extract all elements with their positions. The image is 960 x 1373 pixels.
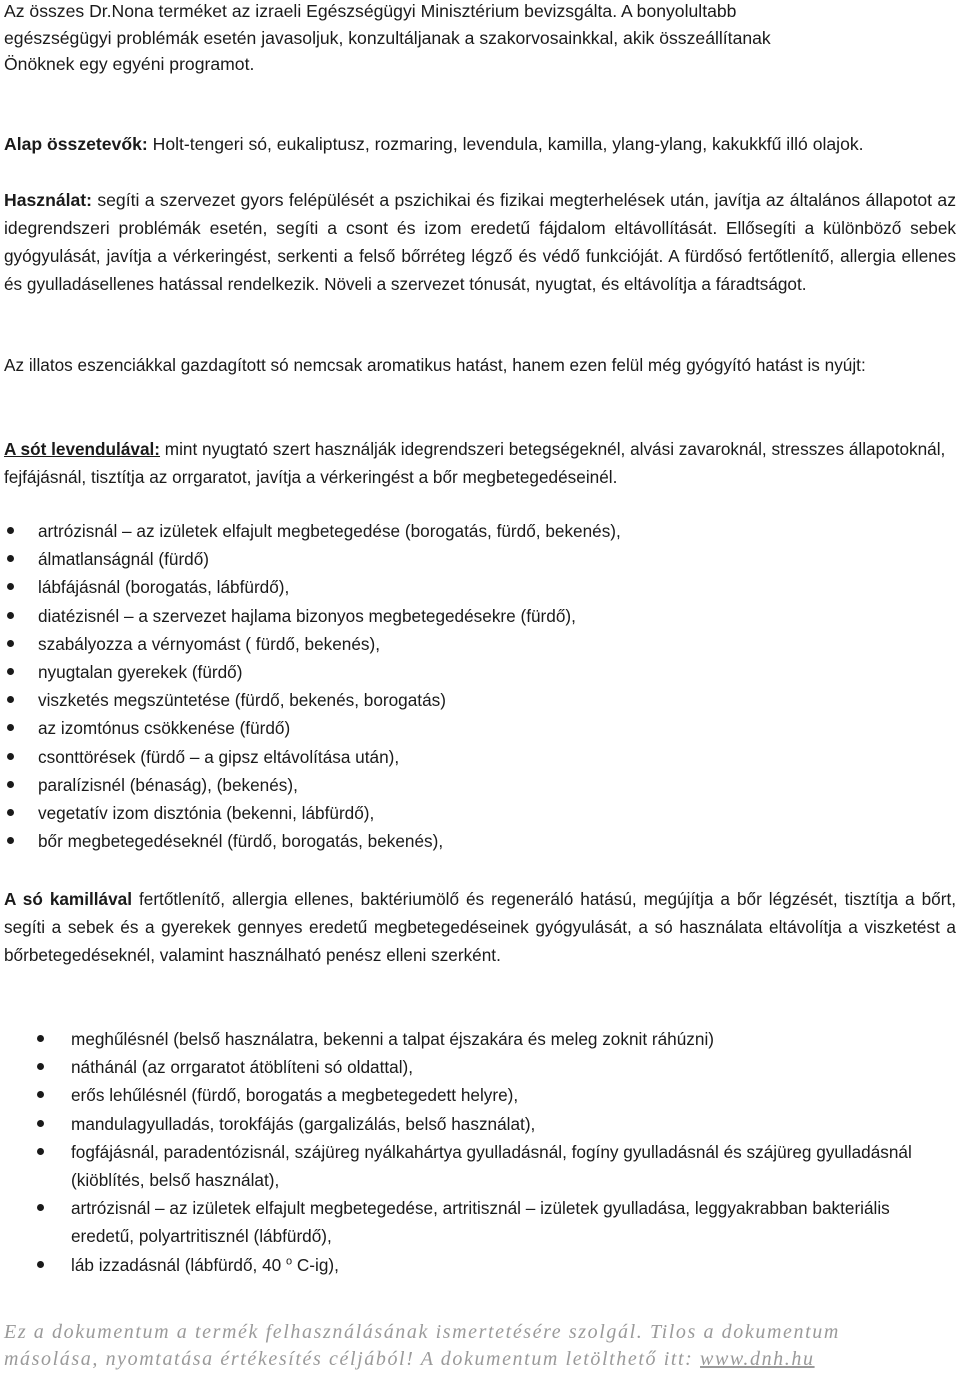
list-item: fogfájásnál, paradentózisnál, szájüreg nyálkahártya gyulladásnál, fogíny gyulladásnál és szájüreg gyulladásnál (kiöblítés, belső használat), bbox=[4, 1138, 956, 1194]
bullet-icon bbox=[37, 1261, 44, 1268]
bullet-icon bbox=[37, 1204, 44, 1211]
ingredients-text: Holt-tengeri só, eukaliptusz, rozmaring, levendula, kamilla, ylang-ylang, kakukkfű illó olajok. bbox=[147, 134, 864, 154]
lavender-uses-list bbox=[4, 517, 956, 855]
lavender-label: A sót levendulával: bbox=[4, 439, 161, 459]
lavender-paragraph bbox=[4, 435, 956, 491]
bullet-icon bbox=[7, 753, 14, 760]
chamomile-uses-list bbox=[4, 1025, 956, 1279]
list-item: álmatlanságnál (fürdő) bbox=[4, 545, 956, 573]
list-item: viszketés megszüntetése (fürdő, bekenés, borogatás) bbox=[4, 686, 956, 714]
chamomile-paragraph bbox=[4, 885, 956, 970]
bullet-icon bbox=[7, 781, 14, 788]
bullet-icon bbox=[37, 1035, 44, 1042]
list-item: meghűlésnél (belső használatra, bekenni a talpat éjszakára és meleg zoknit ráhúzni) bbox=[4, 1025, 956, 1053]
intro-line: egészségügyi problémák esetén javasoljuk, konzultáljanak a szakorvosainkkal, akik összeállítanak bbox=[4, 27, 771, 48]
footer-notice bbox=[4, 1319, 956, 1373]
list-item: az izomtónus csökkenése (fürdő) bbox=[4, 714, 956, 742]
list-item: náthánál (az orrgaratot átöblíteni só oldattal), bbox=[4, 1053, 956, 1081]
footer-line: Ez a dokumentum a termék felhasználásának ismertetésére szolgál. Tilos a dokumentum bbox=[4, 1321, 840, 1343]
ingredients-paragraph bbox=[4, 131, 956, 158]
bullet-icon bbox=[37, 1091, 44, 1098]
list-item: csonttörések (fürdő – a gipsz eltávolítása után), bbox=[4, 743, 956, 771]
usage-label: Használat: bbox=[4, 190, 92, 210]
list-item: láb izzadásnál (lábfürdő, 40 $^o$ C-ig), bbox=[4, 1251, 956, 1279]
bullet-icon bbox=[7, 640, 14, 647]
chamomile-label: A só kamillával bbox=[4, 889, 132, 909]
list-item: diatézisnél – a szervezet hajlama bizonyos megbetegedésekre (fürdő), bbox=[4, 602, 956, 630]
aroma-paragraph: Az illatos eszenciákkal gazdagított só nemcsak aromatikus hatást, hanem ezen felül még gyógyító hatást is nyújt: bbox=[4, 355, 866, 375]
intro-line: Önöknek egy egyéni programot. bbox=[4, 54, 255, 74]
footer-line: másolása, nyomtatása értékesítés céljából! A dokumentum letölthető itt: www.dnh.hu bbox=[4, 1348, 815, 1370]
ingredients-label: Alap összetevők: bbox=[4, 134, 148, 154]
list-item: artrózisnál – az izületek elfajult megbetegedése, artritisznál – izületek gyulladása, leggyakrabban bakteriális eredetű, polyartritisznél (lábfürdő), bbox=[4, 1194, 956, 1250]
degree-sign: o bbox=[285, 1254, 293, 1267]
bullet-icon bbox=[7, 555, 14, 562]
bullet-icon bbox=[37, 1120, 44, 1127]
list-item: nyugtalan gyerekek (fürdő) bbox=[4, 658, 956, 686]
usage-text: segíti a szervezet gyors felépülését a pszichikai és fizikai megterhelések után, javítja az általános állapotot az idegrendszeri problémák esetén, segíti a csont és izom eredetű fájdalom eltávollítását. bbox=[4, 190, 956, 238]
bullet-icon bbox=[7, 668, 14, 675]
website-link[interactable]: www.dnh.hu bbox=[700, 1348, 815, 1370]
bullet-icon bbox=[7, 612, 14, 619]
bullet-icon bbox=[7, 809, 14, 816]
chamomile-text: fertőtlenítő, allergia ellenes, baktériumölő és regeneráló hatású, megújítja a bőr légzését, tisztítja a bőrt, segíti a sebek és a gyerekek gennyes eredetű megbetegedéseinek gyógyulását, a só használata eltávolítja a viszketést a bőrbetegedéseknél, valamint használható penész elleni szerként. bbox=[4, 889, 956, 966]
list-item: szabályozza a vérnyomást ( fürdő, bekenés), bbox=[4, 630, 956, 658]
list-item: bőr megbetegedéseknél (fürdő, borogatás, bekenés), bbox=[4, 827, 956, 855]
list-item: lábfájásnál (borogatás, lábfürdő), bbox=[4, 573, 956, 601]
list-item: artrózisnál – az izületek elfajult megbetegedése (borogatás, fürdő, bekenés), bbox=[4, 517, 956, 545]
usage-paragraph bbox=[4, 187, 956, 298]
bullet-icon bbox=[37, 1148, 44, 1155]
bullet-icon bbox=[7, 724, 14, 731]
bullet-icon bbox=[37, 1063, 44, 1070]
list-item: erős lehűlésnél (fürdő, borogatás a megbetegedett helyre), bbox=[4, 1081, 956, 1109]
list-item: mandulagyulladás, torokfájás (gargalizálás, belső használat), bbox=[4, 1110, 956, 1138]
intro-line: Az összes Dr.Nona terméket az izraeli Egészségügyi Minisztérium bevizsgálta. A bonyolultabb bbox=[4, 1, 737, 21]
bullet-icon bbox=[7, 527, 14, 534]
bullet-icon bbox=[7, 583, 14, 590]
lavender-text: mint nyugtató szert használják idegrendszeri betegségeknél, alvási zavaroknál, stresszes állapotoknál, fejfájásnál, tisztítja az orrgaratot, javítja a vérkeringést a bőr megbetegedéseinél. bbox=[4, 439, 946, 488]
usage-text-continued: Ellősegíti a különböző sebek gyógyulását, javítja a vérkeringést, serkenti a felső bőrréteg légző és védő funkcióját. A fürdősó fertőtlenítő, allergia ellenes és gyulladásellenes hatással rendelkezik. Növeli a szervezet tónusát, nyugtat, és eltávolítja a fáradtságot. bbox=[4, 217, 956, 294]
list-item: vegetatív izom disztónia (bekenni, lábfürdő), bbox=[4, 799, 956, 827]
bullet-icon bbox=[7, 696, 14, 703]
intro-paragraph bbox=[4, 0, 956, 78]
bullet-icon bbox=[7, 837, 14, 844]
list-item: paralízisnél (bénaság), (bekenés), bbox=[4, 771, 956, 799]
